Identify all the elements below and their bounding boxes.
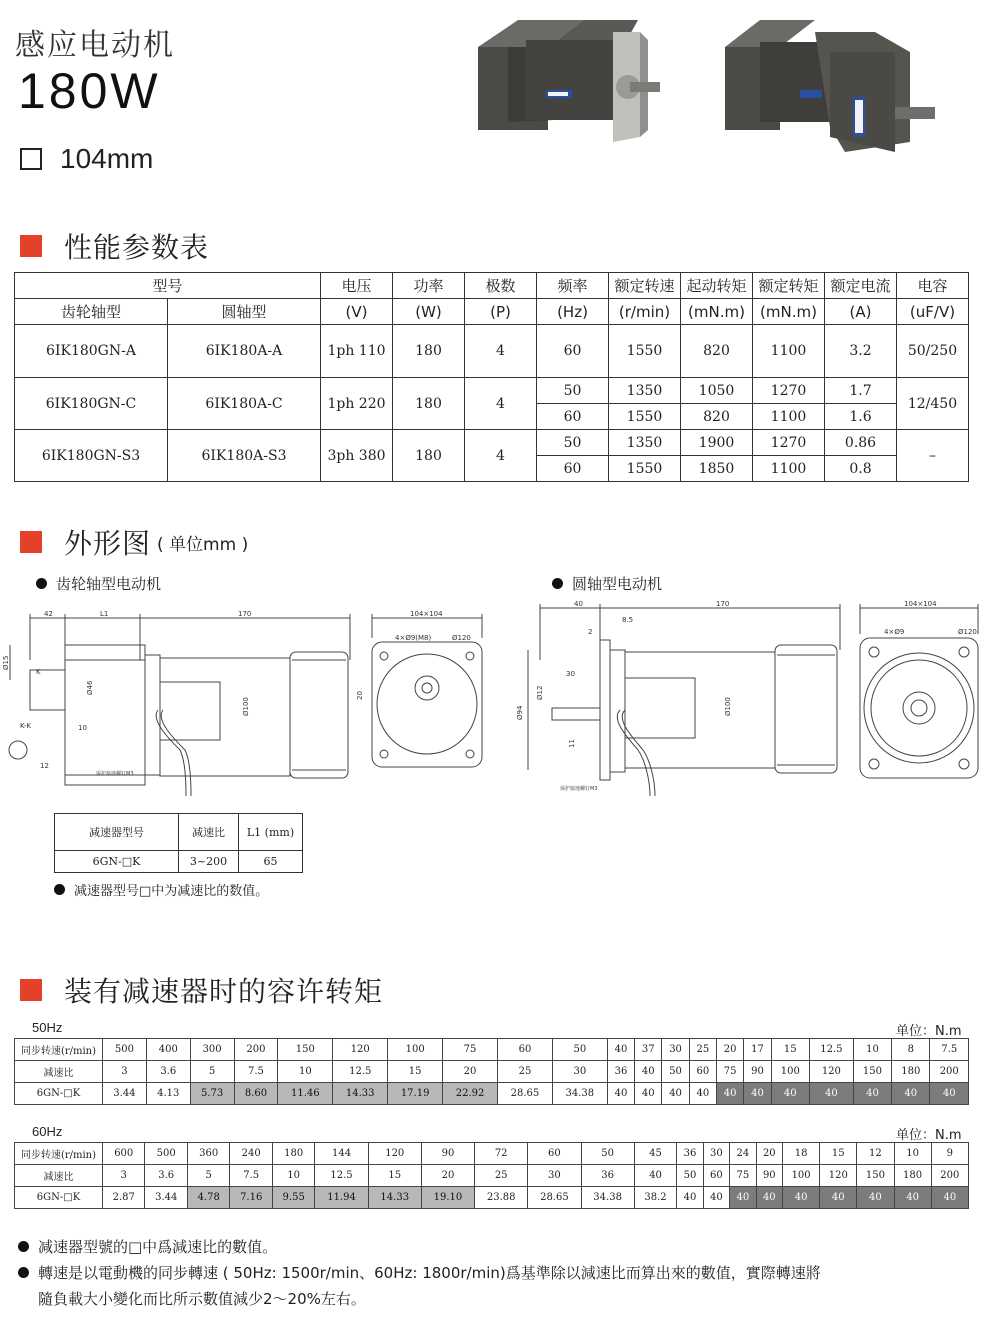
table-cell: 12.5 [315, 1165, 368, 1187]
svg-text:L1: L1 [100, 610, 109, 618]
bullet-icon [36, 578, 47, 589]
performance-table [14, 272, 969, 482]
table-cell: 15 [368, 1165, 421, 1187]
table-cell: 3 [103, 1165, 145, 1187]
svg-text:K-K: K-K [20, 722, 31, 730]
table-cell: 23.88 [475, 1187, 528, 1209]
svg-text:40: 40 [574, 600, 583, 608]
table-cell: 150 [857, 1165, 894, 1187]
table-cell: 10 [894, 1143, 931, 1165]
svg-text:8.5: 8.5 [622, 616, 634, 624]
table-cell: 144 [315, 1143, 368, 1165]
section-torque-title: 装有减速器时的容许转矩 [64, 975, 384, 1008]
table-cell: 8 [892, 1039, 930, 1061]
unit-voltage: (V) [321, 299, 393, 325]
table-cell: 36 [581, 1165, 634, 1187]
table-cell: 240 [230, 1143, 272, 1165]
col-power: 功率 [393, 273, 465, 299]
product-category: 感应电动机 [15, 28, 175, 63]
table-cell: 180 [892, 1061, 930, 1083]
svg-text:Ø100: Ø100 [724, 697, 732, 716]
table-cell: 25 [689, 1039, 716, 1061]
table-cell: 3.44 [145, 1187, 187, 1209]
table-cell: 300 [190, 1039, 234, 1061]
table-cell: 60 [498, 1039, 553, 1061]
table-cell: 25 [498, 1061, 553, 1083]
table-cell: 50 [552, 1039, 607, 1061]
table-cell: 7.16 [230, 1187, 272, 1209]
note-2: 轉速是以電動機的同步轉速 ( 50Hz: 1500r/min、60Hz: 1800r/min)爲基準除以減速比而算出來的數值，實際轉速將 [18, 1262, 821, 1283]
table-cell: 180 [894, 1165, 931, 1187]
freq-50-label: 50Hz [32, 1020, 63, 1035]
row-label: 同步转速(r/min) [15, 1143, 103, 1165]
section-dimensions [20, 522, 248, 562]
note-2-cont: 隨負載大小變化而比所示數值減少2～20%左右。 [38, 1290, 366, 1308]
svg-text:Ø12: Ø12 [536, 685, 544, 700]
table-cell: 40 [931, 1187, 968, 1209]
table-cell: 9.55 [272, 1187, 314, 1209]
table-cell: 40 [783, 1187, 820, 1209]
row-label: 6GN-□K [15, 1083, 103, 1105]
col-model: 型号 [15, 273, 321, 299]
svg-text:10: 10 [78, 724, 87, 732]
table-cell: 200 [931, 1165, 968, 1187]
table-cell: 400 [146, 1039, 190, 1061]
table-cell: 20 [421, 1165, 474, 1187]
col-gearbox-model: 减速器型号 [55, 814, 179, 851]
section-performance [20, 226, 209, 266]
table-cell: 40 [857, 1187, 894, 1209]
svg-text:Ø94: Ø94 [516, 705, 524, 720]
bullet-icon [54, 884, 65, 895]
svg-text:170: 170 [238, 610, 252, 618]
col-rated-current: 额定电流 [825, 273, 897, 299]
svg-text:2: 2 [588, 628, 593, 636]
torque-table-50hz [14, 1038, 969, 1105]
table-cell: 40 [892, 1083, 930, 1105]
table-cell: 40 [662, 1083, 689, 1105]
bullet-icon [18, 1267, 29, 1278]
table-cell: 100 [388, 1039, 443, 1061]
table-cell: 100 [771, 1061, 809, 1083]
table-cell: 12.5 [333, 1061, 388, 1083]
table-cell: 10 [278, 1061, 333, 1083]
svg-text:104×104: 104×104 [904, 600, 937, 608]
round-drawing-caption: 圆轴型电动机 [552, 573, 662, 594]
table-cell: 360 [187, 1143, 229, 1165]
col-frequency: 频率 [537, 273, 609, 299]
torque-table-60hz [14, 1142, 969, 1209]
table-cell: 4.78 [187, 1187, 229, 1209]
gear-drawing-caption: 齿轮轴型电动机 [36, 573, 161, 594]
table-row: 60 1550 820 1100 1.6 [15, 404, 969, 430]
svg-text:20: 20 [356, 691, 364, 700]
gear-motor-drawing [0, 600, 500, 805]
freq-60-label: 60Hz [32, 1124, 63, 1139]
row-label: 减速比 [15, 1165, 103, 1187]
table-cell: 20 [756, 1143, 782, 1165]
unit-50-label: 单位：N.m [896, 1024, 962, 1039]
table-cell: 60 [703, 1165, 729, 1187]
table-cell: 40 [894, 1187, 931, 1209]
table-cell: 7.5 [930, 1039, 969, 1061]
table-cell: 4.13 [146, 1083, 190, 1105]
frame-size: 104mm [60, 143, 154, 174]
table-cell: 5 [190, 1061, 234, 1083]
svg-text:Ø120: Ø120 [452, 634, 471, 642]
table-cell: 20 [443, 1061, 498, 1083]
table-cell: 50 [677, 1165, 703, 1187]
col-rated-torque: 额定转矩 [753, 273, 825, 299]
svg-text:30: 30 [566, 670, 575, 678]
motor-photo-round [720, 12, 950, 162]
square-icon [20, 148, 42, 170]
table-row [15, 1083, 969, 1105]
table-cell: 90 [421, 1143, 474, 1165]
table-cell: 120 [333, 1039, 388, 1061]
table-cell: 36 [607, 1061, 634, 1083]
section-marker [20, 979, 42, 1001]
table-cell: 18 [783, 1143, 820, 1165]
round-motor-drawing [510, 600, 980, 805]
table-cell: 75 [730, 1165, 756, 1187]
power-rating: 180W [18, 63, 161, 119]
col-poles: 极数 [465, 273, 537, 299]
table-row [15, 1039, 969, 1061]
section-torque [20, 970, 383, 1010]
table-cell: 40 [820, 1187, 857, 1209]
table-cell: 15 [820, 1143, 857, 1165]
table-cell: 200 [234, 1039, 278, 1061]
table-cell: 3.44 [103, 1083, 147, 1105]
gearbox-table: 减速器型号 减速比 L1 (mm) 6GN-□K 3~200 65 [54, 813, 303, 873]
svg-text:42: 42 [44, 610, 53, 618]
table-cell: 17.19 [388, 1083, 443, 1105]
table-cell: 40 [677, 1187, 703, 1209]
table-cell: 60 [689, 1061, 716, 1083]
table-cell: 120 [809, 1061, 853, 1083]
table-cell: 7.5 [230, 1165, 272, 1187]
unit-capacitor: (uF/V) [897, 299, 969, 325]
unit-speed: (r/min) [609, 299, 681, 325]
table-cell: 40 [730, 1187, 756, 1209]
table-cell: 40 [635, 1061, 662, 1083]
table-cell: 500 [145, 1143, 187, 1165]
table-cell: 40 [635, 1083, 662, 1105]
row-label: 同步转速(r/min) [15, 1039, 103, 1061]
table-cell: 8.60 [234, 1083, 278, 1105]
table-cell: 12.5 [809, 1039, 853, 1061]
table-cell: 14.33 [333, 1083, 388, 1105]
svg-text:保护接地螺钉M3: 保护接地螺钉M3 [96, 771, 134, 777]
row-label: 减速比 [15, 1061, 103, 1083]
table-row [15, 1165, 969, 1187]
table-cell: 30 [662, 1039, 689, 1061]
section-performance-title: 性能参数表 [64, 231, 210, 264]
table-cell: 45 [634, 1143, 676, 1165]
section-marker [20, 531, 42, 553]
table-cell: 30 [703, 1143, 729, 1165]
note-1: 减速器型號的□中爲減速比的數值。 [18, 1236, 277, 1257]
table-cell: 40 [607, 1083, 634, 1105]
table-cell: 11.46 [278, 1083, 333, 1105]
table-cell: 90 [756, 1165, 782, 1187]
table-cell: 40 [717, 1083, 744, 1105]
table-cell: 15 [771, 1039, 809, 1061]
table-cell: 2.87 [103, 1187, 145, 1209]
table-cell: 3.6 [145, 1165, 187, 1187]
table-cell: 14.33 [368, 1187, 421, 1209]
table-cell: 9 [931, 1143, 968, 1165]
table-cell: 40 [853, 1083, 891, 1105]
table-cell: 120 [368, 1143, 421, 1165]
table-cell: 5 [187, 1165, 229, 1187]
svg-text:11: 11 [568, 739, 576, 748]
table-row [15, 1061, 969, 1083]
table-cell: 180 [272, 1143, 314, 1165]
table-cell: 7.5 [234, 1061, 278, 1083]
table-cell: 10 [272, 1165, 314, 1187]
table-cell: 28.65 [498, 1083, 553, 1105]
table-cell: 600 [103, 1143, 145, 1165]
table-row [15, 1187, 969, 1209]
table-cell: 60 [528, 1143, 581, 1165]
row-label: 6GN-□K [15, 1187, 103, 1209]
svg-text:170: 170 [716, 600, 730, 608]
table-cell: 25 [475, 1165, 528, 1187]
table-cell: 40 [703, 1187, 729, 1209]
motor-photo-gear [468, 12, 668, 152]
unit-frequency: (Hz) [537, 299, 609, 325]
unit-rated-torque: (mN.m) [753, 299, 825, 325]
table-cell: 28.65 [528, 1187, 581, 1209]
col-start-torque: 起动转矩 [681, 273, 753, 299]
col-gear-type: 齿轮轴型 [15, 299, 168, 325]
table-cell: 40 [689, 1083, 716, 1105]
bullet-icon [552, 578, 563, 589]
table-row: 6IK180GN-C 6IK180A-C 1ph 220 180 4 50 1350 1050 1270 1.7 12/450 [15, 378, 969, 404]
section-marker [20, 235, 42, 257]
section-dimensions-unit: ( 单位mm ) [157, 534, 249, 555]
svg-text:保护接地螺钉M3: 保护接地螺钉M3 [560, 786, 598, 792]
col-voltage: 电压 [321, 273, 393, 299]
table-cell: 30 [552, 1061, 607, 1083]
table-cell: 40 [930, 1083, 969, 1105]
table-cell: 50 [662, 1061, 689, 1083]
table-cell: 24 [730, 1143, 756, 1165]
table-cell: 75 [443, 1039, 498, 1061]
table-cell: 72 [475, 1143, 528, 1165]
col-ratio: 减速比 [179, 814, 239, 851]
table-row: 6IK180GN-A 6IK180A-A 1ph 110 180 4 60 1550 820 1100 3.2 50/250 [15, 325, 969, 378]
table-cell: 90 [744, 1061, 771, 1083]
table-cell: 15 [388, 1061, 443, 1083]
table-cell: 34.38 [581, 1187, 634, 1209]
table-row: 6IK180GN-S3 6IK180A-S3 3ph 380 180 4 50 1350 1900 1270 0.86 – [15, 430, 969, 456]
table-cell: 50 [581, 1143, 634, 1165]
table-cell: 36 [677, 1143, 703, 1165]
table-cell: 19.10 [421, 1187, 474, 1209]
svg-text:Ø120: Ø120 [958, 628, 977, 636]
table-cell: 120 [820, 1165, 857, 1187]
unit-start-torque: (mN.m) [681, 299, 753, 325]
table-cell: 100 [783, 1165, 820, 1187]
section-dimensions-title: 外形图 [64, 527, 152, 560]
table-cell: 30 [528, 1165, 581, 1187]
frame-size-row [20, 143, 153, 175]
col-rated-speed: 额定转速 [609, 273, 681, 299]
table-cell: 40 [756, 1187, 782, 1209]
col-round-type: 圆轴型 [168, 299, 321, 325]
svg-text:4×Ø9: 4×Ø9 [884, 628, 905, 636]
table-cell: 150 [278, 1039, 333, 1061]
table-cell: 500 [103, 1039, 147, 1061]
unit-current: (A) [825, 299, 897, 325]
unit-power: (W) [393, 299, 465, 325]
svg-text:K: K [36, 668, 41, 676]
table-cell: 3.6 [146, 1061, 190, 1083]
unit-poles: (P) [465, 299, 537, 325]
svg-text:12: 12 [40, 762, 49, 770]
table-cell: 5.73 [190, 1083, 234, 1105]
bullet-icon [18, 1241, 29, 1252]
svg-text:Ø100: Ø100 [242, 697, 250, 716]
svg-text:Ø15: Ø15 [2, 655, 10, 670]
svg-text:104×104: 104×104 [410, 610, 443, 618]
table-cell: 40 [634, 1165, 676, 1187]
table-cell: 20 [717, 1039, 744, 1061]
table-cell: 38.2 [634, 1187, 676, 1209]
table-cell: 40 [607, 1039, 634, 1061]
table-cell: 75 [717, 1061, 744, 1083]
table-row [15, 1143, 969, 1165]
table-cell: 10 [853, 1039, 891, 1061]
svg-text:Ø46: Ø46 [86, 680, 94, 695]
table-row: 60 1550 1850 1100 0.8 [15, 456, 969, 482]
table-cell: 37 [635, 1039, 662, 1061]
table-cell: 34.38 [552, 1083, 607, 1105]
table-cell: 3 [103, 1061, 147, 1083]
unit-60-label: 单位：N.m [896, 1128, 962, 1143]
svg-text:4×Ø9(M8): 4×Ø9(M8) [395, 634, 432, 642]
table-cell: 11.94 [315, 1187, 368, 1209]
table-cell: 40 [809, 1083, 853, 1105]
gearbox-note: 减速器型号□中为减速比的数值。 [54, 880, 268, 899]
table-cell: 200 [930, 1061, 969, 1083]
table-cell: 150 [853, 1061, 891, 1083]
table-cell: 17 [744, 1039, 771, 1061]
table-cell: 22.92 [443, 1083, 498, 1105]
table-cell: 40 [771, 1083, 809, 1105]
col-l1: L1 (mm) [239, 814, 303, 851]
col-capacitor: 电容 [897, 273, 969, 299]
table-cell: 12 [857, 1143, 894, 1165]
table-cell: 40 [744, 1083, 771, 1105]
